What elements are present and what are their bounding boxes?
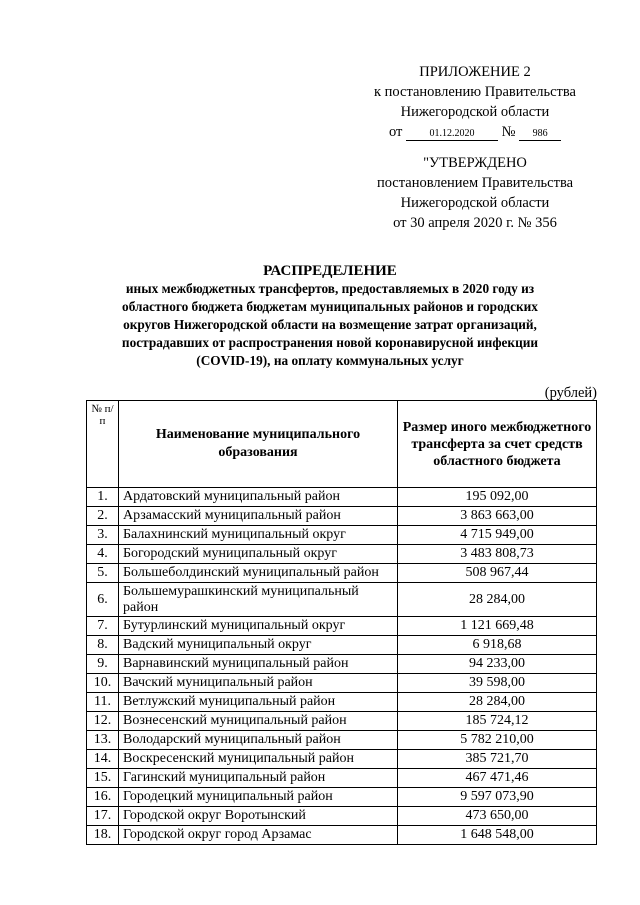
row-amount: 4 715 949,00 (398, 526, 597, 545)
from-label: от (388, 124, 403, 140)
row-amount: 185 724,12 (398, 712, 597, 731)
table-row (87, 617, 597, 636)
row-amount: 1 648 548,00 (398, 826, 597, 845)
row-name: Арзамасский муниципальный район (119, 507, 398, 526)
row-number: 1. (87, 488, 119, 507)
row-amount: 9 597 073,90 (398, 788, 597, 807)
row-amount: 508 967,44 (398, 564, 597, 583)
table-row (87, 693, 597, 712)
row-number: 3. (87, 526, 119, 545)
row-name: Богородский муниципальный округ (119, 545, 398, 564)
table-row (87, 545, 597, 564)
row-name: Большеболдинский муниципальный район (119, 564, 398, 583)
approved-line-1: "УТВЕРЖДЕНО (423, 155, 527, 171)
appendix-date-line (330, 122, 620, 142)
approved-line-3: Нижегородской области (400, 195, 550, 211)
row-name: Городской округ Воротынский (119, 807, 398, 826)
row-name: Вачский муниципальный район (119, 674, 398, 693)
subtitle-line-5: (COVID-19), на оплату коммунальных услуг (196, 353, 464, 368)
row-name: Воскресенский муниципальный район (119, 750, 398, 769)
row-amount: 28 284,00 (398, 583, 597, 617)
row-amount: 5 782 210,00 (398, 731, 597, 750)
row-number: 13. (87, 731, 119, 750)
table-row (87, 655, 597, 674)
table-row (87, 788, 597, 807)
table-header-row (87, 401, 597, 488)
table-row (87, 807, 597, 826)
row-name: Вознесенский муниципальный район (119, 712, 398, 731)
appendix-line-2: Нижегородской области (400, 104, 550, 120)
row-name: Гагинский муниципальный район (119, 769, 398, 788)
approved-line-2: постановлением Правительства (376, 175, 574, 191)
table-body (87, 488, 597, 845)
subtitle-line-3: округов Нижегородской области на возмещение затрат организаций, (123, 317, 537, 332)
row-name: Володарский муниципальный район (119, 731, 398, 750)
row-number: 14. (87, 750, 119, 769)
appendix-line-1: к постановлению Правительства (374, 84, 576, 100)
appendix-block (330, 62, 620, 142)
row-amount: 3 483 808,73 (398, 545, 597, 564)
table-row (87, 507, 597, 526)
row-number: 18. (87, 826, 119, 845)
row-name: Городецкий муниципальный район (119, 788, 398, 807)
table-row (87, 526, 597, 545)
heading: РАСПРЕДЕЛЕНИЕ (263, 263, 397, 279)
number-label: № (501, 124, 516, 140)
subtitle-line-2: областного бюджета бюджетам муниципальных районов и городских (122, 299, 538, 314)
row-name: Ветлужский муниципальный район (119, 693, 398, 712)
row-number: 9. (87, 655, 119, 674)
units-label: (рублей) (544, 385, 597, 401)
row-name: Большемурашкинский муниципальный район (119, 583, 398, 617)
row-number: 10. (87, 674, 119, 693)
table-row (87, 750, 597, 769)
row-amount: 473 650,00 (398, 807, 597, 826)
row-amount: 467 471,46 (398, 769, 597, 788)
table-row (87, 488, 597, 507)
header-amount: Размер иного межбюджетного трансферта за счет средств областного бюджета (398, 401, 597, 488)
row-number: 17. (87, 807, 119, 826)
row-name: Бутурлинский муниципальный округ (119, 617, 398, 636)
row-amount: 6 918,68 (398, 636, 597, 655)
decree-number: 986 (519, 128, 561, 141)
row-amount: 39 598,00 (398, 674, 597, 693)
row-number: 16. (87, 788, 119, 807)
table-row (87, 712, 597, 731)
table-row (87, 564, 597, 583)
table-row (87, 583, 597, 617)
row-number: 6. (87, 583, 119, 617)
header-name: Наименование муниципального образования (119, 401, 398, 488)
row-number: 15. (87, 769, 119, 788)
document-title (60, 262, 600, 370)
distribution-table (86, 400, 597, 845)
row-amount: 94 233,00 (398, 655, 597, 674)
table-row (87, 769, 597, 788)
row-number: 2. (87, 507, 119, 526)
row-amount: 3 863 663,00 (398, 507, 597, 526)
row-name: Балахнинский муниципальный округ (119, 526, 398, 545)
approved-line-4: от 30 апреля 2020 г. № 356 (393, 215, 557, 231)
row-number: 8. (87, 636, 119, 655)
row-amount: 385 721,70 (398, 750, 597, 769)
row-number: 11. (87, 693, 119, 712)
row-number: 4. (87, 545, 119, 564)
table-row (87, 826, 597, 845)
row-amount: 1 121 669,48 (398, 617, 597, 636)
table-row (87, 731, 597, 750)
header-number: № п/п (87, 401, 119, 488)
row-amount: 28 284,00 (398, 693, 597, 712)
table-row (87, 636, 597, 655)
table-row (87, 674, 597, 693)
row-number: 5. (87, 564, 119, 583)
row-name: Вадский муниципальный округ (119, 636, 398, 655)
row-number: 7. (87, 617, 119, 636)
subtitle-line-1: иных межбюджетных трансфертов, предоставляемых в 2020 году из (125, 281, 535, 296)
row-name: Варнавинский муниципальный район (119, 655, 398, 674)
row-name: Ардатовский муниципальный район (119, 488, 398, 507)
row-number: 12. (87, 712, 119, 731)
row-name: Городской округ город Арзамас (119, 826, 398, 845)
subtitle-line-4: пострадавших от распространения новой коронавирусной инфекции (121, 335, 539, 350)
row-amount: 195 092,00 (398, 488, 597, 507)
appendix-title: ПРИЛОЖЕНИЕ 2 (419, 64, 531, 80)
approved-block (330, 153, 620, 233)
decree-date: 01.12.2020 (406, 128, 498, 141)
